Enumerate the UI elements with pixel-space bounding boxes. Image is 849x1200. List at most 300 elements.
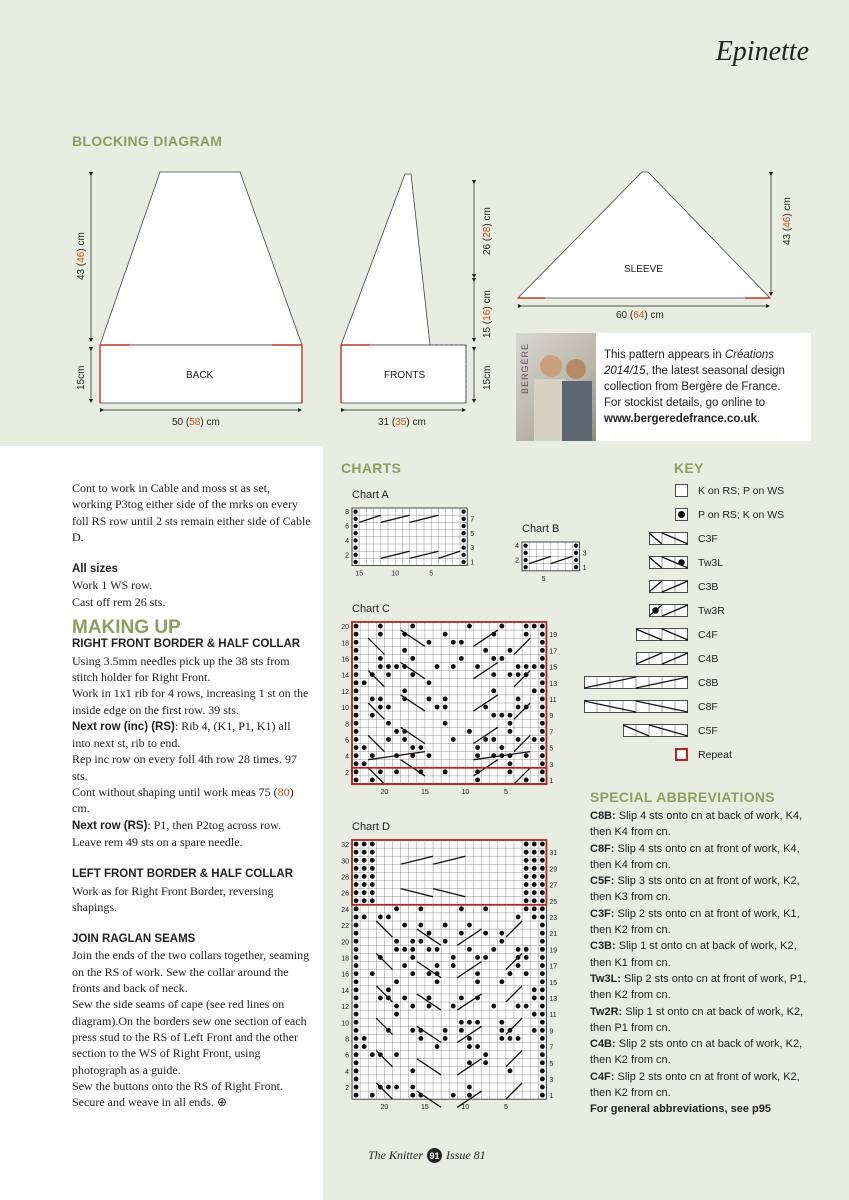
purl-dot (516, 705, 521, 710)
purl-dot (483, 648, 488, 653)
intro-paragraph: Cont to work in Cable and moss st as set, working P3tog either side of the mrks on every foll RS row until 2 sts remain either side of Cable D. (72, 481, 311, 544)
stitch-number: 20 (380, 789, 389, 796)
purl-dot (378, 664, 383, 669)
pattern-instructions (72, 480, 312, 1110)
purl-dot (574, 543, 578, 547)
key-item-c3b (649, 580, 718, 593)
stitch-number: 5 (429, 570, 434, 578)
purl-dot (540, 664, 545, 669)
row-number-left: 8 (345, 721, 349, 729)
sleeve-piece (518, 172, 793, 321)
purl-dot (370, 890, 375, 895)
row-number-left: 2 (515, 557, 519, 565)
lfb-p1: Work as for Right Front Border, reversing shapings. (72, 883, 274, 914)
purl-dot (461, 531, 465, 535)
key-label: Tw3L (698, 556, 724, 569)
stitch-number: 15 (355, 570, 364, 578)
purl-dot (508, 761, 513, 766)
purl-dot (394, 729, 399, 734)
purl-dot (418, 1036, 423, 1041)
purl-dot (435, 963, 440, 968)
purl-dot (362, 680, 367, 685)
purl-dot (386, 664, 391, 669)
purl-dot (354, 931, 359, 936)
purl-dot (394, 1004, 399, 1009)
row-number-left: 16 (341, 971, 349, 979)
row-number-left: 6 (345, 737, 349, 745)
purl-dot (354, 939, 359, 944)
purl-dot (461, 509, 465, 513)
key-symbol-c3f-icon (649, 532, 688, 545)
purl-dot (461, 545, 465, 549)
purl-dot (524, 842, 529, 847)
join-p2: Sew the side seams of cape (see red lines on diagram).On the borders sew one section of each press stud to the RS of Left Front and the other section to the WS of Right Front, using photograph as a guide. (72, 997, 307, 1077)
purl-dot (540, 931, 545, 936)
purl-dot (370, 713, 375, 718)
abbr-item: C4F: Slip 2 sts onto cn at front of work, K2, then K2 from cn. (590, 1070, 800, 1100)
chart-d-grid (341, 840, 557, 1111)
key-item-p (675, 508, 784, 521)
blocking-diagram-heading: BLOCKING DIAGRAM (72, 133, 223, 149)
purl-dot (354, 963, 359, 968)
key-item-c5f (623, 724, 718, 737)
purl-dot (443, 697, 448, 702)
purl-dot (354, 713, 359, 718)
purl-dot (540, 842, 545, 847)
purl-dot (475, 753, 480, 758)
purl-dot (467, 1085, 472, 1090)
purl-dot (354, 688, 359, 693)
purl-dot (540, 915, 545, 920)
purl-dot (499, 979, 504, 984)
row-number-right: 1 (549, 1093, 554, 1101)
stitch-number: 15 (421, 1104, 429, 1112)
purl-dot (443, 769, 448, 774)
purl-dot (402, 963, 407, 968)
purl-dot (394, 1012, 399, 1017)
purl-dot (370, 858, 375, 863)
stitch-number: 5 (503, 789, 508, 796)
svg-text:26 (28) cm: 26 (28) cm (482, 207, 493, 255)
purl-dot (524, 882, 529, 887)
purl-dot (508, 1068, 513, 1073)
row-number-left: 18 (341, 640, 349, 648)
stitch-number: 20 (380, 1104, 389, 1112)
purl-dot (354, 1052, 359, 1057)
purl-dot (418, 939, 423, 944)
purl-dot (435, 664, 440, 669)
purl-dot (354, 753, 359, 758)
purl-dot (410, 947, 415, 952)
purl-dot (524, 866, 529, 871)
purl-dot (524, 753, 529, 758)
row-number-right: 1 (549, 778, 554, 785)
purl-dot (475, 664, 480, 669)
purl-dot (443, 939, 448, 944)
purl-dot (443, 923, 448, 928)
rfb-heading: RIGHT FRONT BORDER & HALF COLLAR (72, 638, 301, 651)
purl-dot (508, 648, 513, 653)
stitch-number: 5 (503, 1104, 508, 1112)
key-label: Repeat (698, 748, 732, 761)
purl-dot (475, 955, 480, 960)
purl-dot (540, 955, 545, 960)
purl-dot (353, 509, 357, 513)
purl-dot (523, 565, 527, 569)
purl-dot (461, 560, 465, 564)
purl-dot (362, 882, 367, 887)
purl-dot (516, 947, 521, 952)
svg-text:43 (46) cm: 43 (46) cm (782, 197, 793, 245)
purl-dot (353, 538, 357, 542)
purl-dot (540, 963, 545, 968)
promo-url[interactable]: www.bergeredefrance.co.uk (604, 413, 757, 425)
all-sizes-line-2: Cast off rem 26 sts. (72, 594, 166, 609)
purl-dot (523, 551, 527, 555)
row-number-left: 16 (341, 656, 349, 664)
key-label: Tw3R (698, 604, 725, 617)
row-number-left: 12 (341, 688, 349, 696)
purl-dot (427, 931, 432, 936)
purl-dot (451, 1093, 456, 1098)
purl-dot (353, 560, 357, 564)
purl-dot (516, 1036, 521, 1041)
lfb-heading: LEFT FRONT BORDER & HALF COLLAR (72, 868, 294, 881)
purl-dot (508, 729, 513, 734)
purl-dot (362, 761, 367, 766)
purl-dot (443, 632, 448, 637)
purl-dot (410, 672, 415, 677)
purl-dot (451, 664, 456, 669)
purl-dot (402, 648, 407, 653)
purl-dot (443, 705, 448, 710)
purl-dot (483, 705, 488, 710)
purl-dot (483, 1052, 488, 1057)
key-item-tw3r (649, 604, 725, 617)
key-symbol-c4b-icon (636, 652, 688, 665)
purl-dot (516, 963, 521, 968)
chart-a-title: Chart A (352, 489, 389, 501)
purl-dot (362, 1044, 367, 1049)
purl-dot (354, 866, 359, 871)
purl-dot (354, 898, 359, 903)
key-label: C8B (698, 676, 719, 689)
key-item-repeat (675, 748, 732, 761)
making-up-heading: MAKING UP (72, 617, 181, 639)
purl-dot (540, 688, 545, 693)
purl-dot (443, 1036, 448, 1041)
footer-issue: Issue 81 (446, 1148, 486, 1162)
purl-dot (540, 624, 545, 629)
abbr-item: C5F: Slip 3 sts onto cn at front of work, K2, then K3 from cn. (590, 875, 800, 904)
key-symbol-p-icon (675, 508, 688, 521)
purl-dot (362, 874, 367, 879)
purl-dot (467, 947, 472, 952)
purl-dot (378, 915, 383, 920)
purl-dot (540, 1044, 545, 1049)
purl-dot (370, 753, 375, 758)
purl-dot (540, 721, 545, 726)
purl-dot (378, 769, 383, 774)
rfb-p4: Rep inc row on every foll 4th row 28 times. 97 sts. (72, 752, 297, 783)
purl-dot (354, 680, 359, 685)
row-number-right: 13 (549, 680, 558, 688)
purl-dot (574, 565, 578, 569)
purl-dot (524, 664, 529, 669)
purl-dot (540, 874, 545, 879)
purl-dot (362, 1036, 367, 1041)
row-number-right: 27 (549, 882, 558, 890)
row-number-left: 6 (345, 523, 349, 531)
chart-c-grid (341, 622, 557, 796)
purl-dot (540, 1036, 545, 1041)
purl-dot (362, 915, 367, 920)
purl-dot (354, 745, 359, 750)
purl-dot (354, 923, 359, 928)
key-item-c8b (584, 676, 718, 689)
purl-dot (540, 858, 545, 863)
purl-dot (354, 1068, 359, 1073)
fronts-piece (341, 174, 493, 428)
purl-dot (354, 721, 359, 726)
purl-dot (467, 624, 472, 629)
purl-dot (574, 558, 578, 562)
purl-dot (475, 1020, 480, 1025)
row-number-right: 5 (470, 530, 475, 538)
key-symbol-c8b-icon (584, 676, 688, 689)
purl-dot (353, 524, 357, 528)
row-number-left: 14 (341, 672, 349, 680)
chart-a-grid (345, 508, 474, 578)
row-number-left: 4 (515, 543, 519, 551)
purl-dot (524, 850, 529, 855)
abbr-footer-note: For general abbreviations, see p95 (590, 1103, 771, 1116)
purl-dot (540, 1085, 545, 1090)
row-number-right: 11 (549, 697, 557, 704)
row-number-left: 2 (345, 552, 349, 560)
purl-dot (354, 705, 359, 710)
purl-dot (370, 1052, 375, 1057)
key-item-c4f (636, 628, 718, 641)
row-number-left: 26 (341, 890, 349, 898)
purl-dot (532, 842, 537, 847)
stitch-number: 5 (541, 575, 546, 583)
purl-dot (508, 971, 513, 976)
purl-dot (467, 1036, 472, 1041)
svg-text:60 (64) cm: 60 (64) cm (616, 310, 664, 321)
row-number-left: 4 (345, 538, 349, 545)
row-number-left: 22 (341, 923, 349, 931)
purl-dot (443, 1028, 448, 1033)
purl-dot (532, 1012, 537, 1017)
purl-dot (532, 906, 537, 911)
purl-dot (427, 947, 432, 952)
purl-dot (540, 656, 545, 661)
row-number-left: 24 (341, 906, 349, 914)
key-item-c4b (636, 652, 718, 665)
purl-dot (386, 915, 391, 920)
charts-heading: CHARTS (341, 460, 402, 476)
abbr-item: C8B: Slip 4 sts onto cn at back of work, K4, then K4 from cn. (590, 810, 803, 839)
key-symbol-repeat-icon (675, 748, 688, 761)
purl-dot (540, 697, 545, 702)
book-cover-photo (516, 333, 596, 441)
svg-text:50 (58) cm: 50 (58) cm (172, 417, 220, 428)
page-number: 91 (427, 1148, 442, 1163)
row-number-left: 12 (341, 1004, 349, 1012)
purl-dot (516, 697, 521, 702)
purl-dot (532, 664, 537, 669)
purl-dot (410, 1085, 415, 1090)
join-p3: Sew the buttons onto the RS of Right Front. Secure and weave in all ends. ⊕ (72, 1078, 284, 1110)
purl-dot (524, 890, 529, 895)
purl-dot (467, 1093, 472, 1098)
purl-dot (362, 890, 367, 895)
purl-dot (353, 531, 357, 535)
chart-d-title: Chart D (352, 821, 390, 833)
purl-dot (524, 898, 529, 903)
purl-dot (354, 761, 359, 766)
row-number-left: 2 (345, 769, 349, 777)
purl-dot (362, 850, 367, 855)
purl-dot (540, 1012, 545, 1017)
purl-dot (394, 979, 399, 984)
purl-dot (353, 517, 357, 521)
purl-dot (499, 1020, 504, 1025)
stitch-number: 10 (461, 1104, 470, 1112)
join-heading: JOIN RAGLAN SEAMS (72, 933, 196, 946)
rfb-p6: Next row (RS): P1, then P2tog across row. Leave rem 49 sts on a spare needle. (72, 817, 281, 849)
purl-dot (483, 1060, 488, 1065)
purl-dot (508, 721, 513, 726)
purl-dot (524, 1004, 529, 1009)
purl-dot (540, 1077, 545, 1082)
abbr-item: C4B: Slip 2 sts onto cn at back of work, K2, then K2 from cn. (590, 1038, 803, 1067)
purl-dot (475, 1044, 480, 1049)
chart-b-title: Chart B (522, 523, 560, 535)
key-symbol-tw3r-icon (649, 604, 688, 617)
purl-dot (410, 955, 415, 960)
row-number-right: 3 (549, 761, 554, 769)
purl-dot (532, 996, 537, 1001)
purl-dot (540, 769, 545, 774)
purl-dot (475, 778, 480, 783)
row-number-right: 17 (549, 963, 558, 971)
purl-dot (394, 664, 399, 669)
purl-dot (532, 850, 537, 855)
back-piece (76, 172, 302, 428)
purl-dot (427, 996, 432, 1001)
purl-dot (532, 882, 537, 887)
purl-dot (354, 624, 359, 629)
purl-dot (540, 753, 545, 758)
purl-dot (410, 971, 415, 976)
purl-dot (524, 632, 529, 637)
purl-dot (524, 947, 529, 952)
purl-dot (540, 850, 545, 855)
purl-dot (394, 939, 399, 944)
key-label: C4B (698, 652, 719, 665)
purl-dot (540, 979, 545, 984)
key-label: P on RS; K on WS (698, 508, 785, 521)
magazine-title: Epinette (715, 36, 809, 67)
special-abbreviations-heading: SPECIAL ABBREVIATIONS (590, 789, 775, 805)
purl-dot (540, 1028, 545, 1033)
purl-dot (459, 931, 464, 936)
chart-b-grid (515, 542, 587, 583)
promo-box (516, 333, 811, 441)
purl-dot (394, 769, 399, 774)
purl-dot (475, 745, 480, 750)
purl-dot (451, 640, 456, 645)
abbr-item: Tw2R: Slip 1 st onto cn at back of work, K2, then P1 from cn. (590, 1005, 804, 1034)
purl-dot (362, 858, 367, 863)
page-footer (368, 1148, 486, 1163)
purl-dot (427, 971, 432, 976)
purl-dot (435, 705, 440, 710)
row-number-right: 9 (549, 713, 554, 721)
purl-dot (467, 1044, 472, 1049)
row-number-left: 28 (341, 874, 349, 882)
row-number-left: 4 (345, 1068, 349, 1076)
promo-text: This pattern appears in Créations 2014/15, the latest seasonal design collection from Bergère de France. For stockist details, go online to www.bergeredefrance.co.uk. (604, 349, 785, 425)
purl-dot (491, 947, 496, 952)
row-number-right: 3 (470, 545, 475, 553)
row-number-left: 20 (341, 624, 349, 632)
purl-dot (370, 882, 375, 887)
purl-dot (491, 672, 496, 677)
footer-magazine: The Knitter (368, 1148, 424, 1162)
key-symbol-tw3l-icon (649, 556, 688, 569)
purl-dot (354, 858, 359, 863)
purl-dot (354, 1044, 359, 1049)
purl-dot (402, 923, 407, 928)
key-label: C8F (698, 700, 718, 713)
purl-dot (354, 874, 359, 879)
purl-dot (483, 931, 488, 936)
purl-dot (354, 915, 359, 920)
purl-dot (516, 1004, 521, 1009)
purl-dot (508, 672, 513, 677)
key-symbol-k-icon (675, 484, 688, 497)
purl-dot (394, 1085, 399, 1090)
purl-dot (540, 906, 545, 911)
row-number-right: 15 (549, 664, 558, 672)
purl-dot (354, 737, 359, 742)
key-label: C4F (698, 628, 718, 641)
purl-dot (467, 1020, 472, 1025)
key-label: K on RS; P on WS (698, 484, 785, 497)
key-item-tw3l (649, 556, 723, 569)
purl-dot (540, 898, 545, 903)
abbr-item: C3B: Slip 1 st onto cn at back of work, K2, then K1 from cn. (590, 940, 797, 969)
purl-dot (354, 778, 359, 783)
purl-dot (532, 858, 537, 863)
purl-dot (386, 705, 391, 710)
purl-dot (461, 524, 465, 528)
row-number-left: 10 (341, 705, 349, 713)
purl-dot (461, 517, 465, 521)
fronts-label: FRONTS (384, 370, 426, 381)
purl-dot (540, 1004, 545, 1009)
purl-dot (540, 923, 545, 928)
purl-dot (410, 656, 415, 661)
purl-dot (508, 713, 513, 718)
purl-dot (459, 656, 464, 661)
purl-dot (483, 737, 488, 742)
purl-dot (354, 656, 359, 661)
purl-dot (491, 737, 496, 742)
